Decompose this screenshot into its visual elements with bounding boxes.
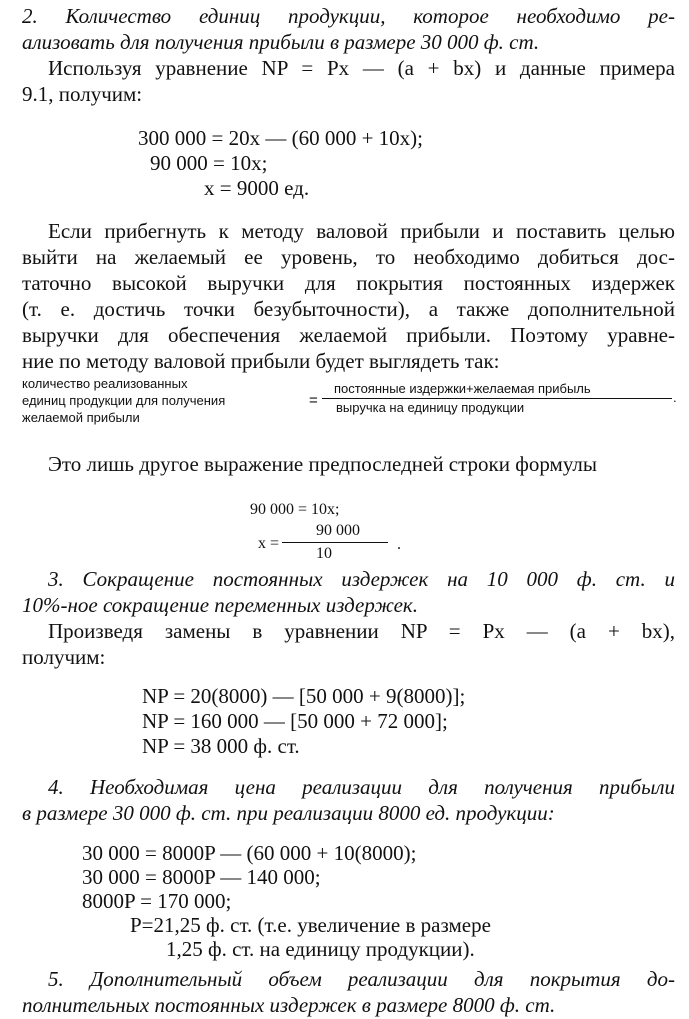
small-equation-line-1: 90 000 = 10x;: [250, 501, 340, 518]
section-3-equation-1: NP = 20(8000) — [50 000 + 9(8000)];: [142, 684, 466, 708]
section-2-heading-line-2: ализовать для получения прибыли в размере 30 000 ф. ст.: [22, 30, 540, 54]
small-equation-denominator: 10: [316, 545, 332, 562]
section-4-equation-3: 8000P = 170 000;: [82, 889, 232, 913]
formula-lhs-line-3: желаемой прибыли: [22, 410, 140, 425]
formula-equals: =: [309, 392, 318, 409]
small-equation-fraction-bar: [282, 542, 388, 543]
section-4-equation-2: 30 000 = 8000P — 140 000;: [82, 865, 321, 889]
section-3-intro-line-1: Произведя замены в уравнении NP = Px — (a + bx),: [48, 619, 675, 643]
section-5-heading-line-2: полнительных постоянных издержек в размере 8000 ф. ст.: [22, 993, 556, 1017]
section-3-equation-3: NP = 38 000 ф. ст.: [142, 734, 300, 758]
paragraph-line-2: выйти на желаемый ее уровень, то необходимо добиться дос-: [22, 245, 675, 269]
small-equation-x: x =: [258, 535, 280, 552]
section-5-heading-line-1: 5. Дополнительный объем реализации для покрытия до-: [48, 967, 675, 991]
section-4-heading-line-1: 4. Необходимая цена реализации для получения прибыли: [48, 775, 675, 799]
small-equation-numerator: 90 000: [316, 522, 360, 539]
paragraph-line-3: таточно высокой выручки для покрытия постоянных издержек: [22, 271, 675, 295]
small-equation-period: .: [397, 536, 401, 553]
equation-1: 300 000 = 20x — (60 000 + 10x);: [138, 126, 424, 150]
section-2-intro-line-1: Используя уравнение NP = Px — (a + bx) и данные примера: [48, 56, 675, 80]
other-expression-text: Это лишь другое выражение предпоследней строки формулы: [48, 452, 597, 476]
formula-numerator: постоянные издержки+желаемая прибыль: [334, 381, 591, 396]
section-4-heading-line-2: в размере 30 000 ф. ст. при реализации 8000 ед. продукции:: [22, 801, 555, 825]
section-4-equation-1: 30 000 = 8000P — (60 000 + 10(8000);: [82, 841, 417, 865]
formula-period: .: [673, 390, 677, 405]
section-2-heading-line-1: 2. Количество единиц продукции, которое необходимо ре-: [22, 4, 675, 28]
section-4-equation-4: P=21,25 ф. ст. (т.е. увеличение в размере: [130, 913, 491, 937]
section-4-equation-5: 1,25 ф. ст. на единицу продукции).: [166, 937, 475, 961]
formula-denominator: выручка на единицу продукции: [336, 400, 525, 415]
formula-lhs-line-1: количество реализованных: [22, 376, 188, 391]
section-3-equation-2: NP = 160 000 — [50 000 + 72 000];: [142, 709, 448, 733]
section-3-intro-line-2: получим:: [22, 645, 106, 669]
paragraph-line-1: Если прибегнуть к методу валовой прибыли и поставить целью: [48, 219, 675, 243]
paragraph-line-6: ние по методу валовой прибыли будет выглядеть так:: [22, 349, 500, 373]
section-2-intro-line-2: 9.1, получим:: [22, 82, 143, 106]
paragraph-line-5: выручки для обеспечения желаемой прибыли. Поэтому уравне-: [22, 323, 675, 347]
equation-2: 90 000 = 10x;: [150, 151, 268, 175]
equation-3: x = 9000 ед.: [204, 176, 310, 200]
section-3-heading-line-1: 3. Сокращение постоянных издержек на 10 000 ф. ст. и: [48, 567, 675, 591]
section-3-heading-line-2: 10%-ное сокращение переменных издержек.: [22, 593, 418, 617]
formula-lhs-line-2: единиц продукции для получения: [22, 393, 226, 408]
paragraph-line-4: (т. е. достичь точки безубыточности), а также дополнительной: [22, 297, 675, 321]
